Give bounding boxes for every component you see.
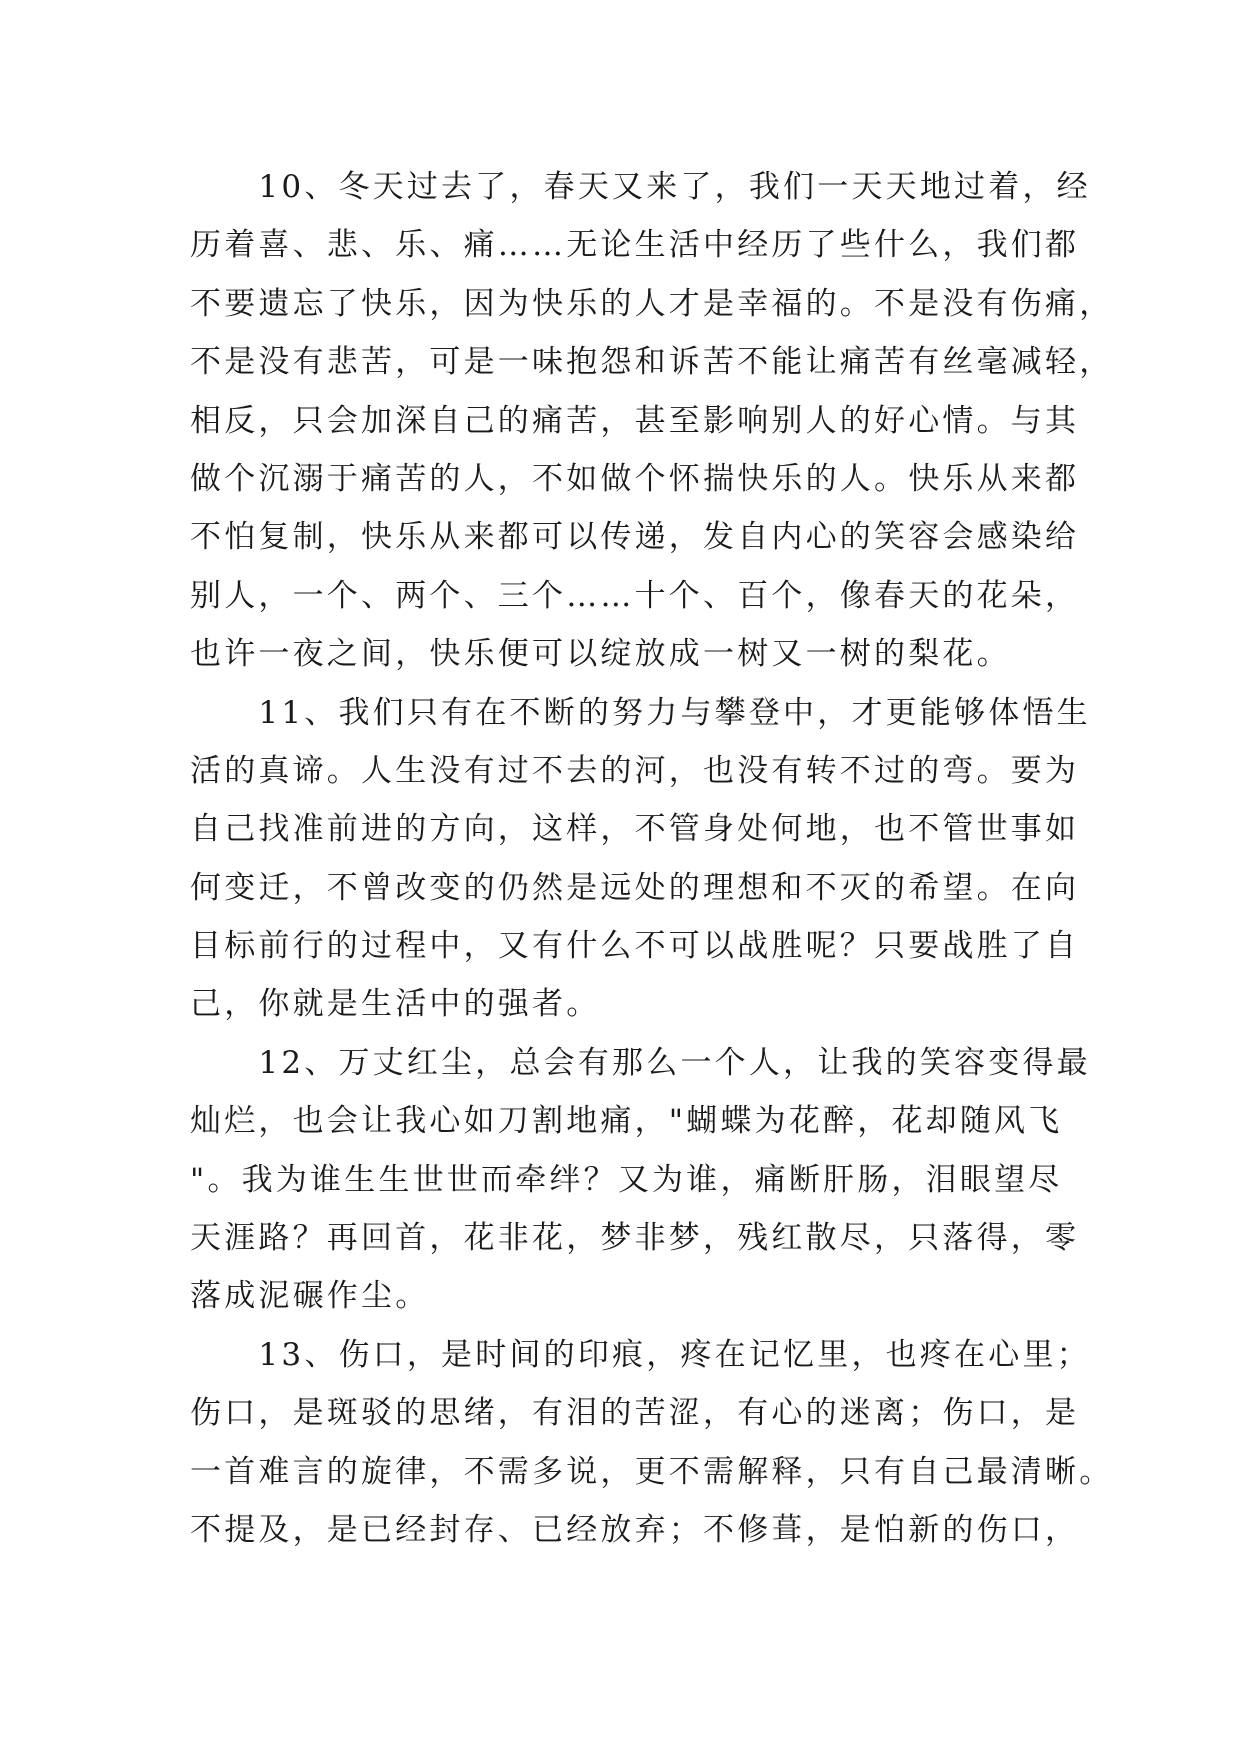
text-line: 别人，一个、两个、三个……十个、百个，像春天的花朵， [190, 577, 1080, 614]
text-line: 己，你就是生活中的强者。 [190, 986, 601, 1023]
text-line: 10、冬天过去了，春天又来了，我们一天天地过着，经 [190, 169, 1091, 205]
text-line: 目标前行的过程中，又有什么不可以战胜呢？只要战胜了自 [190, 928, 1080, 965]
text-line: 天涯路？再回首，花非花，梦非梦，残红散尽，只落得，零 [190, 1220, 1080, 1257]
text-line: 落成泥碾作尘。 [190, 1278, 430, 1315]
text-line: 不怕复制，快乐从来都可以传递，发自内心的笑容会感染给 [190, 519, 1080, 556]
text-line: 相反，只会加深自己的痛苦，甚至影响别人的好心情。与其 [190, 402, 1080, 439]
text-line: 历着喜、悲、乐、痛……无论生活中经历了些什么，我们都 [190, 227, 1080, 264]
text-line: 不是没有悲苦，可是一味抱怨和诉苦不能让痛苦有丝毫减轻， [190, 344, 1114, 381]
text-line: 12、万丈红尘，总会有那么一个人，让我的笑容变得最 [190, 1044, 1091, 1081]
text-line: 不要遗忘了快乐，因为快乐的人才是幸福的。不是没有伤痛， [190, 285, 1114, 322]
text-line: "。我为谁生生世世而牵绊？又为谁，痛断肝肠，泪眼望尽 [190, 1161, 1063, 1198]
paragraph-10 [190, 158, 1114, 684]
text-line: 做个沉溺于痛苦的人，不如做个怀揣快乐的人。快乐从来都 [190, 460, 1080, 497]
paragraph-13 [190, 1326, 1114, 1560]
text-line: 何变迁，不曾改变的仍然是远处的理想和不灭的希望。在向 [190, 869, 1080, 906]
paragraph-12 [190, 1034, 1091, 1326]
document-body [190, 158, 1114, 1559]
paragraph-11 [190, 684, 1091, 1034]
text-line: 一首难言的旋律，不需多说，更不需解释，只有自己最清晰。 [190, 1453, 1114, 1490]
text-line: 11、我们只有在不断的努力与攀登中，才更能够体悟生 [190, 694, 1091, 731]
text-line: 也许一夜之间，快乐便可以绽放成一树又一树的梨花。 [190, 636, 1011, 673]
text-line: 活的真谛。人生没有过不去的河，也没有转不过的弯。要为 [190, 752, 1080, 789]
text-line: 灿烂，也会让我心如刀割地痛，"蝴蝶为花醉，花却随风飞 [190, 1103, 1063, 1140]
text-line: 13、伤口，是时间的印痕，疼在记忆里，也疼在心里； [190, 1336, 1091, 1373]
text-line: 不提及，是已经封存、已经放弃；不修葺，是怕新的伤口， [190, 1511, 1080, 1548]
text-line: 伤口，是斑驳的思绪，有泪的苦涩，有心的迷离；伤口，是 [190, 1395, 1080, 1432]
text-line: 自己找准前进的方向，这样，不管身处何地，也不管世事如 [190, 811, 1080, 848]
